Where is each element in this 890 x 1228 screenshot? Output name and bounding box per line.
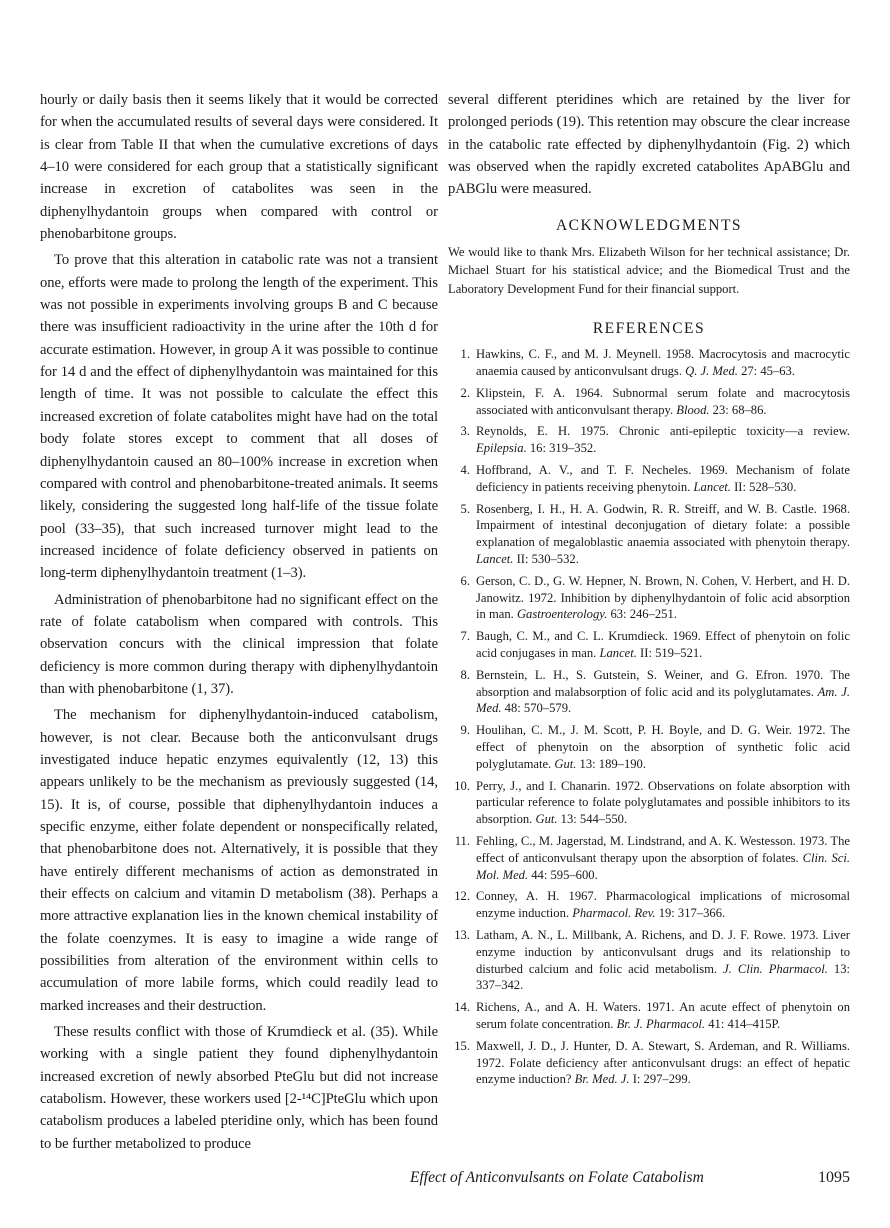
reference-item [448,722,850,772]
reference-number: 5. [460,501,470,516]
body-paragraph: These results conflict with those of Krumdieck et al. (35). While working with a single patient they found diphenylhydantoin increased excretion of newly absorbed PteGlu but did not increase catabolism. However, these workers used [2-¹⁴C]PteGlu which upon catabolism produces a labeled pteridine only, which has been found to be further metabolized to produce [40,1024,438,1152]
reference-volume-pages: II: 528–530. [730,479,797,494]
reference-authors-title: Richens, A., and A. H. Waters. 1971. An acute effect of phenytoin on serum folate concentration. [476,1000,850,1031]
reference-number: 6. [460,573,470,588]
left-column [40,89,438,1159]
reference-number: 8. [460,667,470,682]
acknowledgments-heading: ACKNOWLEDGMENTS [555,216,743,234]
reference-volume-pages: 41: 414–415P. [705,1016,781,1031]
reference-authors-title: Fehling, C., M. Jagerstad, M. Lindstrand, and A. K. Westesson. 1973. The effect of anticonvulsant therapy upon the absorption of folates. [476,833,850,865]
reference-number: 11. [454,833,470,848]
reference-journal: Lancet. [476,551,514,566]
body-paragraph-continuation: several different pteridines which are retained by the liver for prolonged periods (19). This retention may obscure the clear increase in the catabolic rate effected by diphenylhydantoin (Fig. 2) which was observed when the rapidly excreted catabolites ApABGlu and pABGlu were measured. [448,92,850,198]
references-list [448,346,850,1088]
body-paragraph: To prove that this alteration in catabolic rate was not a transient one, efforts were made to prolong the length of the experiment. This was not possible in experiments involving groups B and C because there was insufficient radioactivity in the urine after the 10th d for accurate estimation. However, in group A it was possible to continue for 14 d and the effect of diphenylhydantoin was maintained for this length of time. It was not possible to calculate the effect this increased excretion of folate catabolites might have had on the total body folate stores except to comment that all doses of diphenylhydantoin caused an 80–100% increase in excretion when compared with control and phenobarbitone-treated animals. It seems likely, considering the suggested long half-life of the tissue folate pool (33–35), that such increased turnover might lead to the increased incidence of folate deficiency observed in patients on long-term diphenylhydantoin treatment (1–3). [40,252,438,582]
reference-authors-title: Houlihan, C. M., J. M. Scott, P. H. Boyle, and D. G. Weir. 1972. The effect of phenytoin on the absorption of synthetic folic acid polyglutamate. [476,723,850,771]
reference-item [448,999,850,1033]
reference-item [448,573,850,623]
reference-journal: J. Clin. Pharmacol. [723,961,828,976]
reference-authors-title: Gerson, C. D., G. W. Hepner, N. Brown, N. Cohen, V. Herbert, and H. D. Janowitz. 1972. Inhibition by diphenylhydantoin of folic acid absorption in man. [476,573,850,622]
right-column [448,89,850,1093]
reference-authors-title: Perry, J., and I. Chanarin. 1972. Observations on folate absorption with particular reference to folate polyglutamates and possible inhibitors to its absorption. [476,778,850,827]
reference-item [448,833,850,883]
reference-authors-title: Rosenberg, I. H., H. A. Godwin, R. R. Streiff, and W. B. Castle. 1968. Impairment of intestinal deconjugation of dietary folate: a possible explanation of megaloblastic anaemia associated with phenytoin therapy. [476,501,850,550]
reference-journal: Br. Med. J. [574,1072,630,1087]
reference-journal: Blood. [676,402,710,417]
reference-item [448,1038,850,1088]
reference-number: 15. [454,1038,470,1053]
reference-number: 3. [460,424,470,439]
references-heading: REFERENCES [592,320,706,338]
reference-journal: Q. J. Med. [685,364,738,379]
acknowledgments-text: We would like to thank Mrs. Elizabeth Wilson for her technical assistance; Dr. Michael Stuart for his statistical advice; and the Biomedical Trust and the Laboratory Development Fund for their financial support. [448,244,850,296]
reference-volume-pages: 48: 570–579. [501,701,572,716]
reference-item [448,927,850,994]
page-footer [410,1169,850,1187]
reference-journal: Gastroenterology. [516,607,608,622]
reference-volume-pages: 27: 45–63. [737,364,795,379]
reference-journal: Gut. [535,812,558,827]
reference-item [448,888,850,922]
reference-item [448,385,850,419]
reference-authors-title: Baugh, C. M., and C. L. Krumdieck. 1969. Effect of phenytoin on folic acid conjugases in man. [476,629,850,660]
reference-number: 14. [454,1000,470,1015]
reference-journal: Pharmacol. Rev. [572,906,656,921]
reference-authors-title: Latham, A. N., L. Millbank, A. Richens, and D. J. F. Rowe. 1973. Liver enzyme induction by anticonvulsant drugs and its relationship to disturbed calcium and folic acid metabolism. [476,927,850,976]
reference-volume-pages: 19: 317–366. [655,906,726,921]
page-number: 1095 [818,1169,850,1186]
running-title: Effect of Anticonvulsants on Folate Catabolism [410,1169,704,1186]
reference-volume-pages: 13: 337–342. [476,961,850,993]
reference-item [448,667,850,717]
reference-journal: Am. J. Med. [476,684,850,716]
reference-number: 12. [454,889,470,904]
reference-authors-title: Maxwell, J. D., J. Hunter, D. A. Stewart, S. Ardeman, and R. Williams. 1972. Folate deficiency after anticonvulsant drugs: an effect of hepatic enzyme induction? [476,1038,850,1087]
reference-volume-pages: 13: 544–550. [557,812,628,827]
reference-item [448,423,850,457]
reference-authors-title: Reynolds, E. H. 1975. Chronic anti-epileptic toxicity—a review. [476,424,850,439]
reference-volume-pages: I: 297–299. [629,1072,691,1087]
reference-journal: Epilepsia. [476,441,527,456]
reference-journal: Clin. Sci. Mol. Med. [476,850,850,882]
reference-item [448,501,850,568]
reference-authors-title: Hawkins, C. F., and M. J. Meynell. 1958. Macrocytosis and macrocytic anaemia caused by anticonvulsant drugs. [476,347,850,379]
reference-volume-pages: II: 519–521. [636,645,703,660]
reference-item [448,346,850,380]
reference-number: 13. [454,927,470,942]
reference-number: 9. [460,723,470,738]
reference-number: 1. [460,347,470,362]
reference-authors-title: Hoffbrand, A. V., and T. F. Necheles. 1969. Mechanism of folate deficiency in patients receiving phenytoin. [476,463,850,494]
reference-item [448,778,850,828]
reference-authors-title: Klipstein, F. A. 1964. Subnormal serum folate and macrocytosis associated with anticonvulsant therapy. [476,385,850,417]
reference-item [448,462,850,496]
reference-journal: Lancet. [693,479,731,494]
reference-number: 2. [460,385,470,400]
reference-volume-pages: 13: 189–190. [576,756,647,771]
reference-volume-pages: 16: 319–352. [526,441,597,456]
reference-number: 10. [454,778,470,793]
body-paragraph: hourly or daily basis then it seems likely that it would be corrected for when the accumulated results of several days were considered. It is clear from Table II that when the cumulative excretions of days 4–10 were considered for each group that a statistically significant increase in excretion of catabolites was seen in the diphenylhydantoin groups when compared with control or phenobarbitone groups. [40,92,438,243]
body-paragraph: The mechanism for diphenylhydantoin-induced catabolism, however, is not clear. Because both the anticonvulsant drugs investigated induce hepatic enzymes equivalently (12, 13) this appears unlikely to be the mechanism as previously suggested (14, 15). It is, of course, possible that diphenylhydantoin induces a specific enzyme, either folate dependent or nonspecifically related, that phenobarbitone does not. Alternatively, it is possible that they have entirely different mechanisms of action as demonstrated in their effects on calcium and vitamin D metabolism (38). Perhaps a more attractive explanation lies in the known chemical instability of the folate coenzymes. It is easy to imagine a wide range of possibilities from alteration of the environment within cells to accumulation of more labile forms, which could readily lead to marked increases and their destruction. [40,707,438,1014]
reference-journal: Gut. [554,756,577,771]
reference-journal: Br. J. Pharmacol. [616,1016,706,1031]
reference-authors-title: Bernstein, L. H., S. Gutstein, S. Weiner, and G. Efron. 1970. The absorption and malabsorption of folic acid and its polyglutamates. [476,667,850,699]
reference-number: 7. [460,629,470,644]
body-paragraph: Administration of phenobarbitone had no significant effect on the rate of folate catabolism when compared with controls. This observation concurs with the clinical impression that folate deficiency is more common during therapy with diphenylhydantoin than with phenobarbitone (1, 37). [40,591,438,697]
reference-volume-pages: 23: 68–86. [709,402,767,417]
reference-volume-pages: 44: 595–600. [528,867,598,882]
reference-volume-pages: 63: 246–251. [607,607,677,622]
reference-item [448,628,850,662]
reference-authors-title: Conney, A. H. 1967. Pharmacological implications of microsomal enzyme induction. [476,889,850,921]
reference-journal: Lancet. [599,645,637,660]
reference-number: 4. [460,463,470,477]
reference-volume-pages: II: 530–532. [513,551,579,566]
